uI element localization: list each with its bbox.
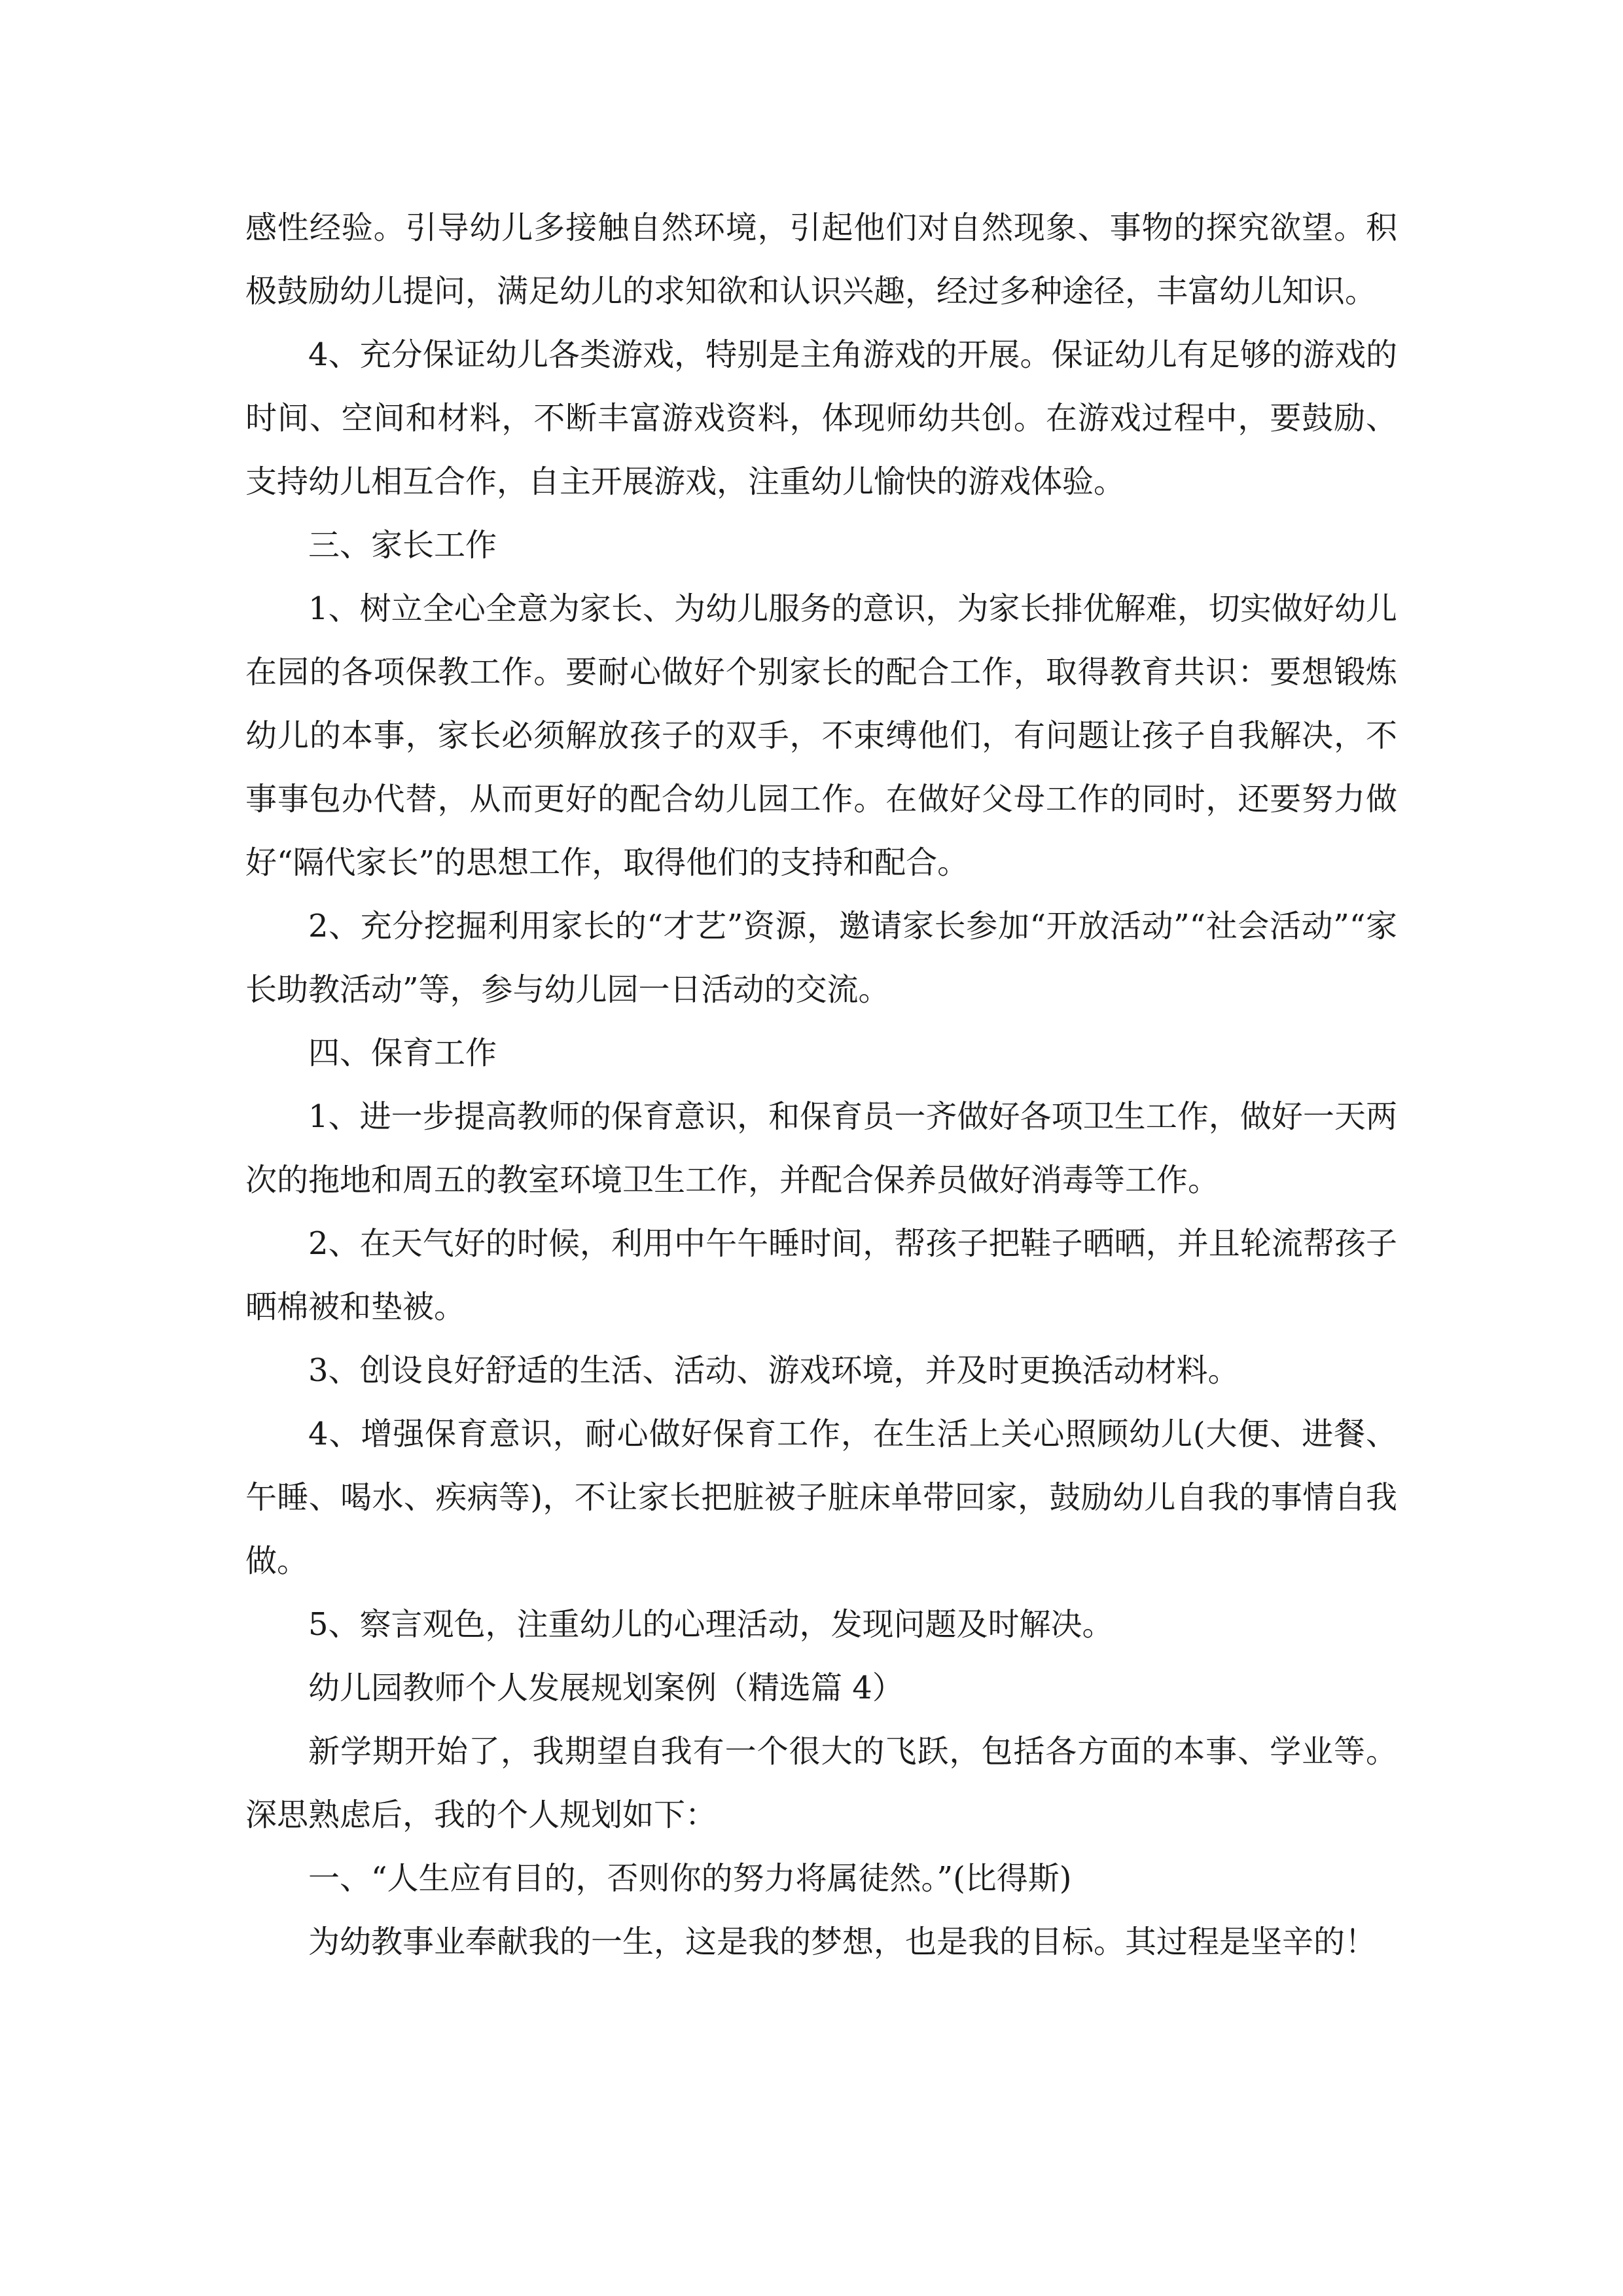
paragraph: 新学期开始了，我期望自我有一个很大的飞跃，包括各方面的本事、学业等。深思熟虑后，我的个人规划如下： [245,1733,1397,1833]
paragraph: 1、树立全心全意为家长、为幼儿服务的意识，为家长排优解难，切实做好幼儿在园的各项保教工作。要耐心做好个别家长的配合工作，取得教育共识：要想锻炼幼儿的本事，家长必须解放孩子的双手，不束缚他们，有问题让孩子自我解决，不事事包办代替，从而更好的配合幼儿园工作。在做好父母工作的同时，还要努力做好“隔代家长”的思想工作，取得他们的支持和配合。 [245,590,1397,881]
paragraph: 5、察言观色，注重幼儿的心理活动，发现问题及时解决。 [308,1606,1114,1643]
section-heading: 一、“人生应有目的，否则你的努力将属徒然。”(比得斯) [308,1860,1072,1897]
paragraph: 4、增强保育意识，耐心做好保育工作，在生活上关心照顾幼儿(大便、进餐、午睡、喝水、疾病等)，不让家长把脏被子脏床单带回家，鼓励幼儿自我的事情自我做。 [245,1416,1397,1579]
section-heading: 三、家长工作 [308,527,497,564]
paragraph: 2、充分挖掘利用家长的“才艺”资源，邀请家长参加“开放活动”“社会活动”“家长助教活动”等，参与幼儿园一日活动的交流。 [245,908,1397,1008]
paragraph: 1、进一步提高教师的保育意识，和保育员一齐做好各项卫生工作，做好一天两次的拖地和周五的教室环境卫生工作，并配合保养员做好消毒等工作。 [245,1098,1397,1198]
paragraph: 为幼教事业奉献我的一生，这是我的梦想，也是我的目标。其过程是坚辛的！ [308,1924,1377,1960]
article-title: 幼儿园教师个人发展规划案例（精选篇 4） [308,1670,904,1706]
paragraph: 4、充分保证幼儿各类游戏，特别是主角游戏的开展。保证幼儿有足够的游戏的时间、空间和材料，不断丰富游戏资料，体现师幼共创。在游戏过程中，要鼓励、支持幼儿相互合作，自主开展游戏，注重幼儿愉快的游戏体验。 [245,336,1397,500]
paragraph: 感性经验。引导幼儿多接触自然环境，引起他们对自然现象、事物的探究欲望。积极鼓励幼儿提问，满足幼儿的求知欲和认识兴趣，经过多种途径，丰富幼儿知识。 [245,209,1397,310]
section-heading: 四、保育工作 [308,1035,497,1071]
paragraph: 2、在天气好的时候，利用中午午睡时间，帮孩子把鞋子晒晒，并且轮流帮孩子晒棉被和垫被。 [245,1225,1397,1325]
paragraph: 3、创设良好舒适的生活、活动、游戏环境，并及时更换活动材料。 [308,1352,1240,1389]
document-body [245,196,1397,1974]
